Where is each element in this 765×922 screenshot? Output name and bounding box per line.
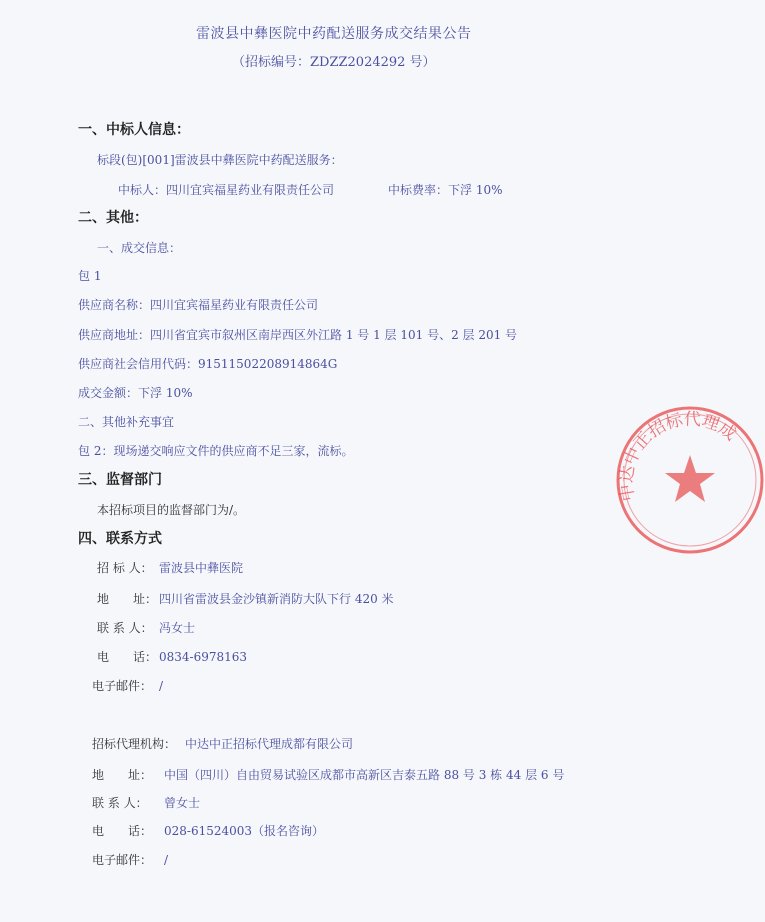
tenderer-address: 四川省雷波县金沙镇新消防大队下行 420 米 — [159, 592, 394, 606]
supplier-name: 供应商名称：四川宜宾福星药业有限责任公司 — [78, 298, 319, 312]
lot-line: 标段(包)[001]雷波县中彝医院中药配送服务： — [97, 153, 343, 167]
tenderer-contact: 冯女士 — [159, 621, 196, 635]
package-2-note: 包 2：现场递交响应文件的供应商不足三家，流标。 — [78, 444, 354, 458]
seal-text: 中达中正招标代理成 — [616, 409, 740, 503]
agency-address: 中国（四川）自由贸易试验区成都市高新区吉泰五路 88 号 3 栋 44 层 6 号 — [164, 768, 565, 782]
tenderer-address-label: 地 址： — [97, 592, 158, 606]
tender-number: （招标编号：ZDZZ2024292 号） — [232, 55, 436, 70]
agency-name: 中达中正招标代理成都有限公司 — [185, 737, 354, 751]
agency-phone: 028-61524003（报名咨询） — [164, 824, 325, 838]
agency-address-label: 地 址： — [92, 768, 153, 782]
supplier-credit-code: 供应商社会信用代码：91511502208914864G — [78, 357, 338, 371]
tenderer-contact-label: 联 系 人： — [97, 621, 153, 635]
deal-amount: 成交金额：下浮 10% — [78, 386, 193, 400]
agency-email-label: 电子邮件： — [92, 853, 153, 867]
tenderer-email-label: 电子邮件： — [92, 679, 153, 693]
deal-info-heading: 一、成交信息： — [97, 241, 182, 255]
official-seal-stamp — [615, 405, 765, 555]
tenderer-phone: 0834-6978163 — [159, 650, 248, 664]
page-title: 雷波县中彝医院中药配送服务成交结果公告 — [196, 26, 472, 42]
tenderer-label: 招 标 人： — [97, 561, 153, 575]
agency-contact: 曾女士 — [164, 796, 201, 810]
section-3-heading: 三、监督部门 — [78, 472, 162, 488]
supervision-text: 本招标项目的监督部门为/。 — [97, 503, 246, 517]
agency-email: / — [164, 853, 169, 867]
tenderer-email: / — [159, 679, 164, 693]
package-1-label: 包 1 — [78, 269, 102, 283]
fee-line: 中标费率：下浮 10% — [388, 183, 503, 197]
seal-star-icon — [665, 455, 715, 502]
agency-label: 招标代理机构： — [92, 737, 177, 751]
supplier-address: 供应商地址：四川省宜宾市叙州区南岸西区外江路 1 号 1 层 101 号、2 层 201 号 — [78, 328, 518, 342]
supplementary-heading: 二、其他补充事宜 — [78, 415, 175, 429]
agency-phone-label: 电 话： — [92, 824, 153, 838]
section-1-heading: 一、中标人信息： — [78, 122, 190, 138]
tenderer-phone-label: 电 话： — [97, 650, 158, 664]
tenderer-name: 雷波县中彝医院 — [159, 561, 244, 575]
section-4-heading: 四、联系方式 — [78, 531, 162, 547]
agency-contact-label: 联 系 人： — [92, 796, 148, 810]
winner-line: 中标人：四川宜宾福星药业有限责任公司 — [118, 183, 335, 197]
section-2-heading: 二、其他： — [78, 210, 148, 226]
